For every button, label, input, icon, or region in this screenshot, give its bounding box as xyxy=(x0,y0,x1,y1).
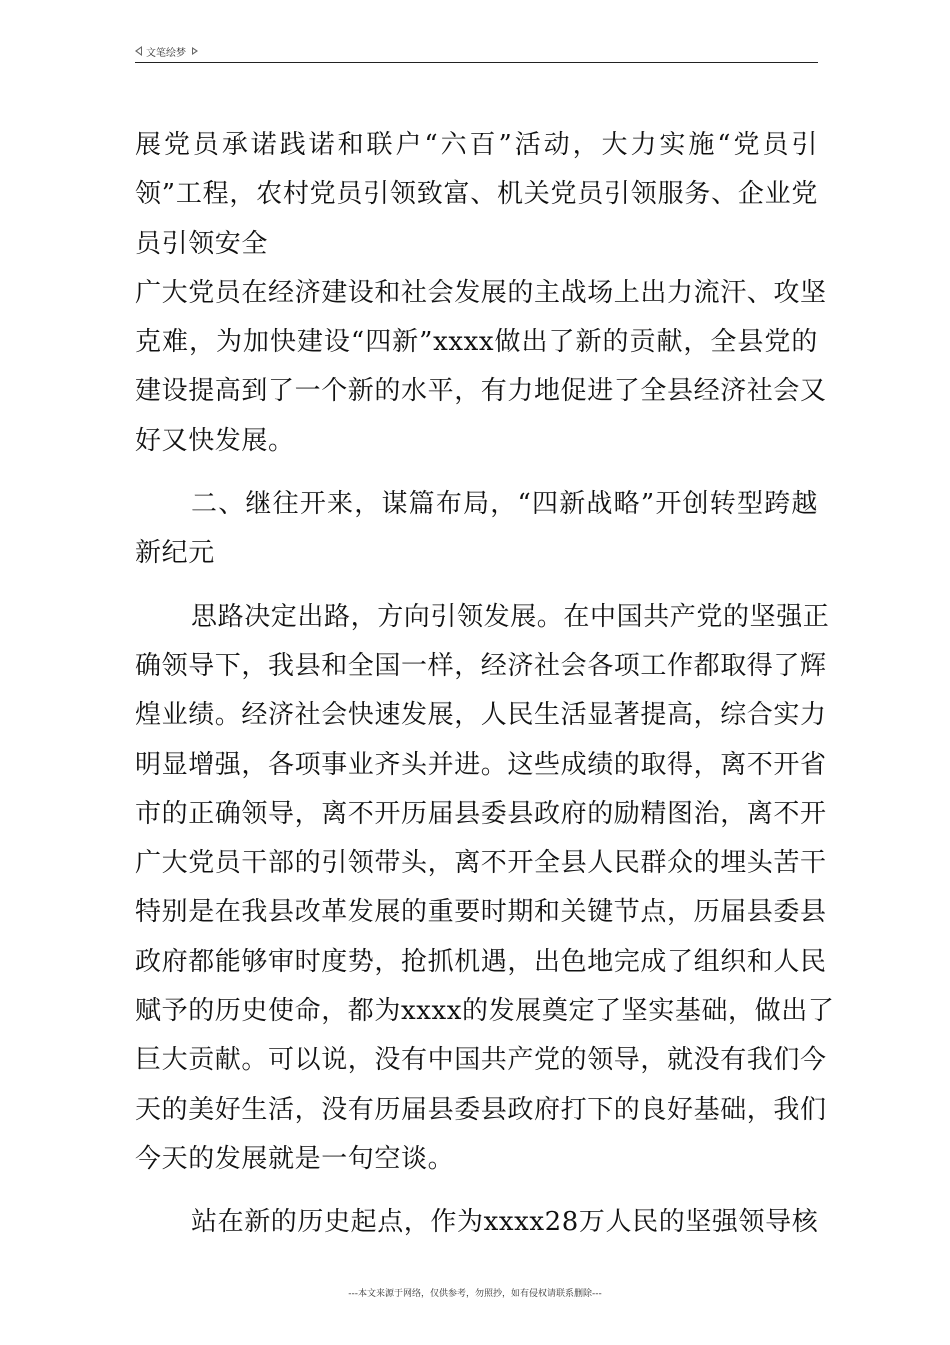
text-line: 领”工程，农村党员引领致富、机关党员引领服务、企业党 xyxy=(135,179,818,210)
text-line: 员引领安全 xyxy=(135,228,269,259)
text-line: 广大党员干部的引领带头，离不开全县人民群众的埋头苦干 xyxy=(135,848,827,879)
triangle-left-icon xyxy=(135,46,142,56)
text-line: 天的美好生活，没有历届县委县政府打下的良好基础，我们 xyxy=(135,1094,827,1125)
text-line: 煌业绩。经济社会快速发展，人民生活显著提高，综合实力 xyxy=(135,700,827,731)
text-line: 今天的发展就是一句空谈。 xyxy=(135,1143,455,1174)
text-line: 展党员承诺践诺和联户“六百”活动，大力实施“党员引 xyxy=(135,130,818,160)
text-line: 特别是在我县改革发展的重要时期和关键节点，历届县委县 xyxy=(135,897,827,928)
text-line: 巨大贡献。可以说，没有中国共产党的领导，就没有我们今 xyxy=(135,1045,827,1076)
text-line: 思路决定出路，方向引领发展。在中国共产党的坚强正 xyxy=(191,601,830,632)
text-line: 好又快发展。 xyxy=(135,425,295,456)
page-header xyxy=(135,40,818,63)
header-title: 文笔绘梦 xyxy=(146,47,186,59)
page-footer: ---本文来源于网络，仅供参考，勿照抄，如有侵权请联系删除--- xyxy=(348,1289,602,1299)
text-line: 政府都能够审时度势，抢抓机遇，出色地完成了组织和人民 xyxy=(135,946,827,977)
triangle-right-icon xyxy=(192,47,198,55)
section-heading-continued: 新纪元 xyxy=(135,538,215,569)
text-line: 明显增强，各项事业齐头并进。这些成绩的取得，离不开省 xyxy=(135,749,827,780)
text-line: 广大党员在经济建设和社会发展的主战场上出力流汗、攻坚 xyxy=(135,277,827,308)
section-heading: 二、继往开来，谋篇布局，“四新战略”开创转型跨越 xyxy=(191,489,818,520)
document-body xyxy=(135,121,835,1248)
text-line: 建设提高到了一个新的水平，有力地促进了全县经济社会又 xyxy=(135,376,827,407)
text-line: 市的正确领导，离不开历届县委县政府的励精图治，离不开 xyxy=(135,798,827,829)
text-line: 确领导下，我县和全国一样，经济社会各项工作都取得了辉 xyxy=(135,650,827,681)
text-line: 站在新的历史起点，作为xxxx28万人民的坚强领导核 xyxy=(191,1207,819,1238)
text-line: 克难，为加快建设“四新”xxxx做出了新的贡献，全县党的 xyxy=(135,327,818,358)
text-line: 赋予的历史使命，都为xxxx的发展奠定了坚实基础，做出了 xyxy=(135,996,835,1027)
